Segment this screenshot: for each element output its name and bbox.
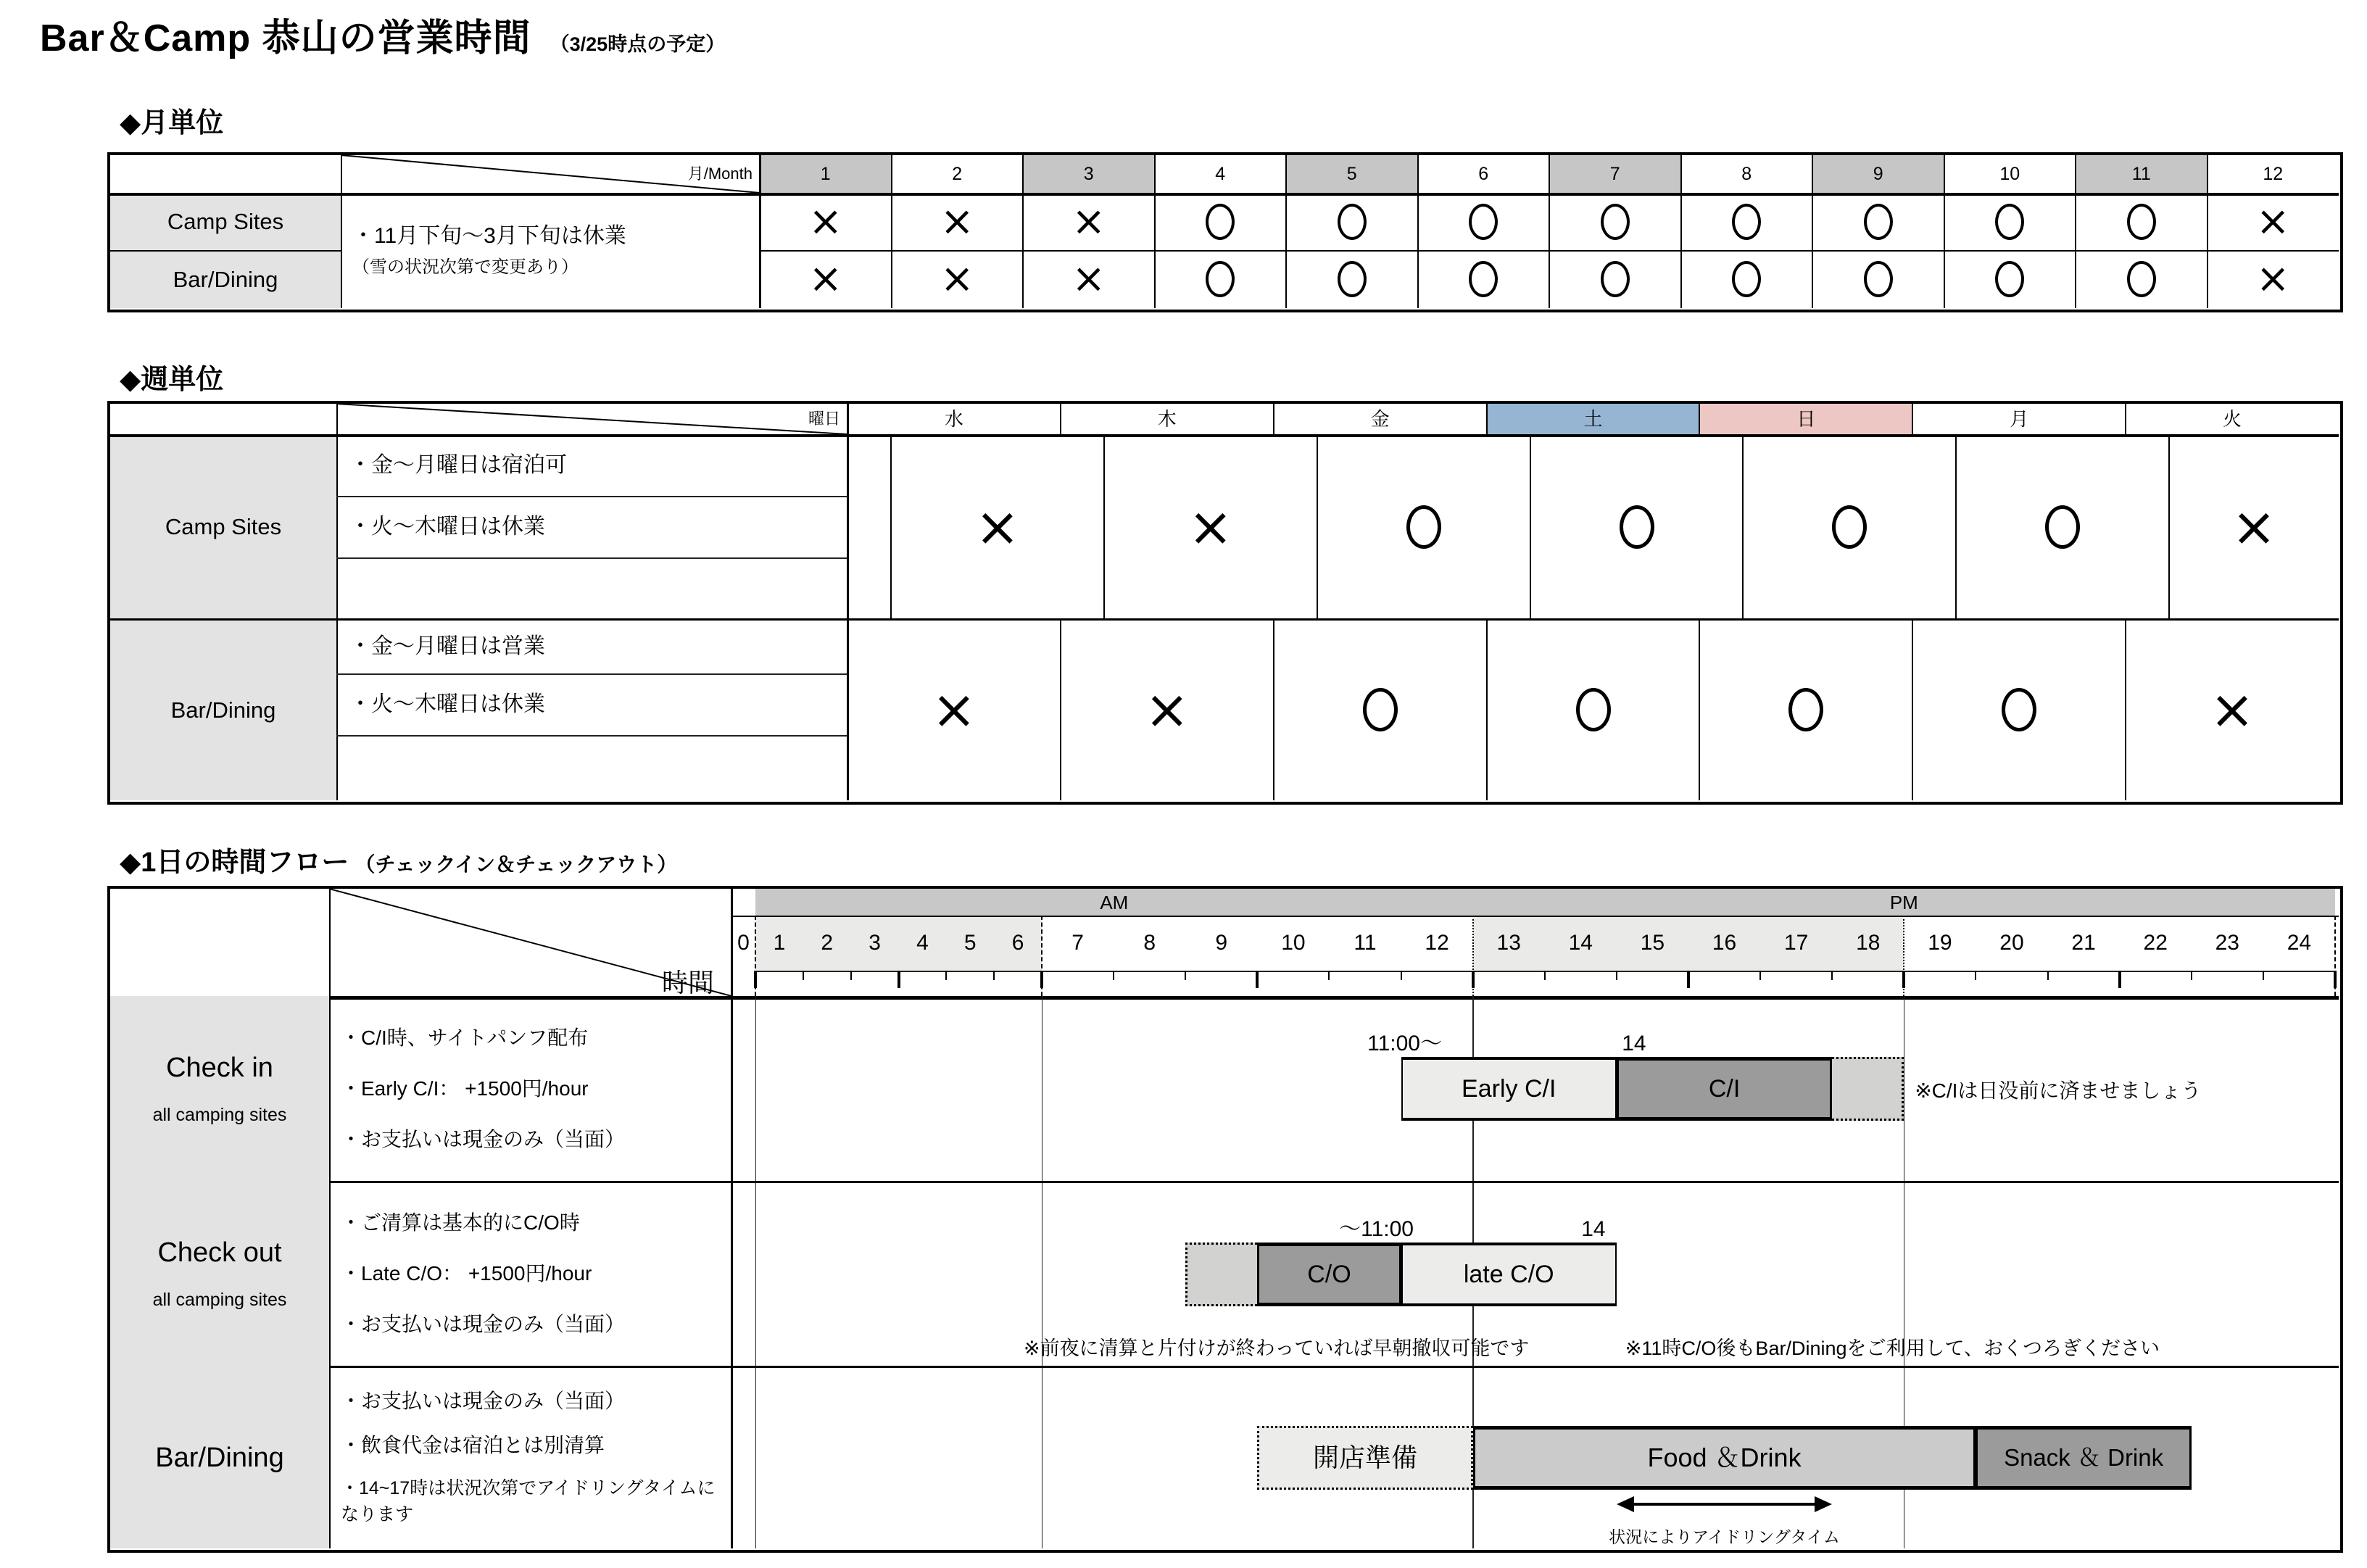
day-header-cell: 火 — [2223, 408, 2242, 430]
ruler-tick — [1113, 971, 1114, 980]
gantt-side-note: ※C/Iは日没前に済ませましょう — [1915, 1079, 2202, 1102]
gantt-gridline — [755, 996, 757, 1548]
month-header-cell: 12 — [2263, 163, 2284, 184]
month-header-cell: 3 — [1083, 163, 1094, 184]
month-header-cell: 4 — [1215, 163, 1226, 184]
monthly-mark — [1330, 196, 1374, 247]
monthly-note-line: ・11月下旬～3月下旬は休業 — [352, 223, 626, 248]
hour-label: 17 — [1783, 931, 1809, 955]
daily-row-label — [110, 1182, 329, 1366]
circle-mark — [1338, 204, 1367, 240]
gantt-time-label: 14 — [1622, 1032, 1646, 1055]
ruler-tick — [803, 971, 804, 980]
bar-row-day-divider — [1912, 619, 1913, 800]
notes-subdivider — [336, 557, 847, 559]
daily-row-label — [110, 1366, 329, 1548]
ruler-tick — [850, 971, 852, 980]
ruler-tick — [1616, 971, 1617, 980]
gantt-time-label: ～11:00 — [1339, 1217, 1414, 1241]
weekly-mark: × — [974, 495, 1020, 558]
pm-band: PM — [1473, 889, 2335, 916]
weekly-col-divider — [847, 404, 849, 800]
daily-note-line: ・飲食代金は宿泊とは別清算 — [341, 1434, 605, 1457]
gantt-bar-stub — [1832, 1057, 1904, 1121]
monthly-mark — [1593, 196, 1637, 247]
hour-label: 15 — [1640, 931, 1665, 955]
weekly-mark: × — [2210, 679, 2255, 741]
hour-label: 21 — [2071, 931, 2096, 955]
gantt-bar--: 開店準備 — [1257, 1426, 1472, 1490]
monthly-corner-label: 月/Month — [687, 165, 753, 183]
monthly-mark: × — [940, 255, 974, 303]
month-header-cell: 9 — [1873, 163, 1883, 184]
daily-heading-text: ◆1日の時間フロー — [120, 847, 349, 878]
daily-section-heading — [120, 839, 677, 879]
gantt-bottom-note: ※前夜に清算と片付けが終わっていれば早朝撤収可能です — [1023, 1337, 1530, 1359]
hour-label: 12 — [1425, 931, 1449, 955]
monthly-mark: × — [1071, 197, 1106, 245]
hour-label: 5 — [963, 931, 977, 955]
circle-mark — [1576, 688, 1611, 731]
hour-label: 18 — [1856, 931, 1881, 955]
daily-note-line: ・C/I時、サイトパンフ配布 — [341, 1026, 589, 1049]
day-header-cell: 土 — [1583, 408, 1603, 430]
ruler-tick — [1544, 971, 1546, 980]
month-header-cell: 7 — [1609, 163, 1620, 184]
camp-offset-cell-divider — [1530, 434, 1531, 619]
circle-mark — [1864, 204, 1893, 240]
weekly-col-divider — [336, 404, 338, 800]
weekly-mark: × — [931, 679, 977, 741]
day-header-cell: 金 — [1370, 408, 1390, 430]
hour-label: 16 — [1712, 931, 1737, 955]
hour-label: 24 — [2287, 931, 2312, 955]
monthly-mark — [2120, 254, 2163, 304]
circle-mark — [1363, 688, 1398, 731]
day-header-cell: 水 — [944, 408, 963, 430]
circle-mark — [1995, 204, 2024, 240]
circle-mark — [1995, 261, 2024, 297]
daily-note-line: ・14~17時は状況次第でアイドリングタイムになります — [341, 1478, 716, 1525]
camp-offset-cell-divider — [1955, 434, 1957, 619]
bar-row-day-divider — [1699, 619, 1700, 800]
weekly-mark — [1399, 498, 1448, 556]
monthly-row-label: Camp Sites — [167, 209, 284, 235]
bar-row-day-divider — [1060, 619, 1061, 800]
weekly-mark — [1569, 681, 1618, 739]
weekly-mark — [1356, 681, 1405, 739]
monthly-mark — [1857, 254, 1900, 304]
circle-mark — [2127, 261, 2156, 297]
monthly-mark — [1593, 254, 1637, 304]
ruler-tick — [754, 971, 757, 988]
circle-mark — [1338, 261, 1367, 297]
circle-mark — [1206, 204, 1235, 240]
weekly-mark: × — [2231, 495, 2277, 558]
hour-label: 14 — [1568, 931, 1593, 955]
monthly-mark — [1857, 196, 1900, 247]
daily-notes-cell — [341, 1002, 720, 1176]
month-header-cell: 6 — [1478, 163, 1489, 184]
daily-note-line: ・Late C/O： +1500円/hour — [341, 1262, 592, 1285]
monthly-note-line: （雪の状況次第で変更あり） — [352, 257, 579, 277]
ruler-tick — [1401, 971, 1402, 980]
monthly-mark — [1725, 254, 1768, 304]
camp-offset-cell-divider — [1742, 434, 1744, 619]
idling-arrow-head-left — [1617, 1496, 1634, 1512]
hour-label: 23 — [2215, 931, 2239, 955]
page-title-main: Bar＆Camp 恭山の営業時間 — [40, 17, 531, 59]
circle-mark — [2045, 505, 2080, 549]
gantt-bar-late-c-o: late C/O — [1401, 1243, 1617, 1306]
gantt-bottom-note: ※11時C/O後もBar/Diningをご利用して、おくつろぎください — [1625, 1337, 2160, 1359]
ruler-tick — [898, 971, 900, 988]
hour-label: 0 — [737, 931, 750, 955]
ruler-tick — [2118, 971, 2121, 988]
gantt-time-label: 11:00～ — [1367, 1032, 1442, 1055]
monthly-mark — [1988, 196, 2031, 247]
weekly-note-line: ・金～月曜日は宿泊可 — [349, 452, 567, 477]
weekly-note-line: ・金～月曜日は営業 — [349, 634, 545, 658]
monthly-notes-cell — [352, 193, 748, 308]
daily-corner-label: 時間 — [661, 968, 714, 997]
weekly-mark: × — [1187, 495, 1233, 558]
gantt-bar-stub — [1185, 1243, 1257, 1306]
day-header-cell: 日 — [1796, 408, 1816, 430]
gantt-bar-early-c-i: Early C/I — [1401, 1057, 1617, 1121]
page-title — [40, 7, 725, 62]
hour-label: 8 — [1143, 931, 1156, 955]
month-header-cell: 11 — [2131, 163, 2151, 184]
monthly-mark — [1330, 254, 1374, 304]
circle-mark — [1469, 261, 1498, 297]
daily-note-line: ・お支払いは現金のみ（当面） — [341, 1313, 626, 1336]
camp-offset-cell-divider — [2168, 434, 2170, 619]
daily-row-divider — [110, 1181, 2339, 1183]
monthly-mark — [1198, 196, 1242, 247]
bar-row-day-divider — [2125, 619, 2126, 800]
hour-label: 6 — [1011, 931, 1024, 955]
page-title-sub: （3/25時点の予定） — [550, 33, 726, 55]
weekly-note-line: ・火～木曜日は休業 — [349, 692, 545, 716]
daily-row-label-sub: all camping sites — [152, 1290, 287, 1310]
circle-mark — [1206, 261, 1235, 297]
hour-label: 1 — [773, 931, 786, 955]
monthly-mark — [1462, 254, 1505, 304]
circle-mark — [1469, 204, 1498, 240]
hour-label: 3 — [869, 931, 881, 955]
month-header-cell: 1 — [820, 163, 831, 184]
hour-label: 19 — [1928, 931, 1952, 955]
monthly-mark — [1725, 196, 1768, 247]
monthly-mark: × — [808, 197, 843, 245]
day-header-cell: 月 — [2010, 408, 2029, 430]
month-header-cell: 2 — [952, 163, 963, 184]
notes-subdivider — [336, 735, 847, 737]
monthly-mark: × — [2255, 197, 2290, 245]
gantt-bar-c-i: C/I — [1617, 1057, 1832, 1121]
circle-mark — [2127, 204, 2156, 240]
weekly-mark — [1781, 681, 1831, 739]
bar-row-day-divider — [1486, 619, 1488, 800]
monthly-row-label: Bar/Dining — [173, 266, 278, 292]
weekly-note-line: ・火～木曜日は休業 — [349, 514, 545, 539]
daily-table — [107, 886, 2343, 1553]
weekly-table — [107, 401, 2343, 805]
daily-row-label-sub: all camping sites — [152, 1104, 287, 1125]
ruler-tick — [1902, 971, 1905, 988]
circle-mark — [1864, 261, 1893, 297]
monthly-table — [107, 152, 2343, 312]
circle-mark — [1406, 505, 1441, 549]
monthly-mark — [2120, 196, 2163, 247]
ruler-tick — [2191, 971, 2192, 980]
hour-label: 7 — [1071, 931, 1084, 955]
daily-note-line: ・お支払いは現金のみ（当面） — [341, 1127, 626, 1150]
daily-row-label — [110, 996, 329, 1182]
daily-note-line: ・ご清算は基本的にC/O時 — [341, 1211, 580, 1235]
daily-row-label-main: Bar/Dining — [155, 1442, 284, 1473]
camp-offset-cell-divider — [1317, 434, 1318, 619]
bar-row-day-divider — [1273, 619, 1274, 800]
month-header-cell: 10 — [1999, 163, 2020, 184]
circle-mark — [1620, 505, 1654, 549]
ruler-tick — [1472, 971, 1475, 988]
idling-arrow-head-right — [1815, 1496, 1832, 1512]
hour-label: 13 — [1496, 931, 1521, 955]
circle-mark — [1601, 204, 1630, 240]
ruler-tick — [1975, 971, 1976, 980]
hour-label: 9 — [1215, 931, 1228, 955]
weekly-corner-label: 曜日 — [808, 410, 840, 428]
circle-mark — [1788, 688, 1823, 731]
hour-label: 11 — [1354, 931, 1377, 955]
ruler-tick — [1759, 971, 1761, 980]
monthly-heading-text: ◆月単位 — [120, 108, 224, 138]
hour-label: 10 — [1281, 931, 1306, 955]
daily-note-line: ・Early C/I： +1500円/hour — [341, 1077, 589, 1100]
hour-label: 20 — [1999, 931, 2024, 955]
daily-heading-subtext: （チェックイン＆チェックアウト） — [355, 853, 678, 876]
ruler-tick — [1328, 971, 1330, 980]
camp-offset-cell-divider — [890, 434, 892, 619]
daily-row-divider — [110, 1366, 2339, 1368]
daily-notes-cell — [341, 1187, 720, 1361]
weekly-mark — [1825, 498, 1874, 556]
day-header-cell: 木 — [1157, 408, 1177, 430]
gantt-time-label: 14 — [1581, 1217, 1606, 1241]
ruler-tick — [1831, 971, 1833, 980]
idling-arrow-label: 状況によりアイドリングタイム — [1609, 1527, 1840, 1546]
camp-offset-cell-divider — [1103, 434, 1105, 619]
daily-row-label-main: Check in — [166, 1052, 273, 1083]
am-band: AM — [755, 889, 1473, 916]
gantt-bar-c-o: C/O — [1257, 1243, 1401, 1306]
ruler-tick — [945, 971, 947, 980]
monthly-section-heading — [120, 100, 223, 140]
daily-note-line: ・お支払いは現金のみ（当面） — [341, 1390, 626, 1413]
ruler-tick — [1040, 971, 1043, 988]
gantt-bar-snack-drink: Snack ＆ Drink — [1976, 1426, 2191, 1490]
month-header-cell: 5 — [1346, 163, 1357, 184]
monthly-mark: × — [808, 255, 843, 303]
gantt-bar-food-drink: Food ＆Drink — [1473, 1426, 1976, 1490]
ruler-tick — [1687, 971, 1690, 988]
circle-mark — [1732, 261, 1761, 297]
ruler-tick — [2334, 971, 2337, 988]
weekly-mark: × — [1144, 679, 1190, 741]
ruler-tick — [993, 971, 995, 980]
weekly-section-heading — [120, 357, 223, 397]
weekly-mark — [1612, 498, 1662, 556]
monthly-mark — [1198, 254, 1242, 304]
monthly-mark — [1988, 254, 2031, 304]
month-header-cell: 8 — [1741, 163, 1752, 184]
idling-arrow-line — [1628, 1503, 1820, 1506]
monthly-mark: × — [2255, 255, 2290, 303]
circle-mark — [1601, 261, 1630, 297]
weekly-heading-text: ◆週単位 — [120, 365, 224, 395]
weekly-row-label: Camp Sites — [165, 514, 282, 539]
circle-mark — [2002, 688, 2036, 731]
monthly-mark: × — [940, 197, 974, 245]
hour-label: 22 — [2143, 931, 2168, 955]
gantt-gridline — [1042, 996, 1043, 1548]
weekly-mark — [1994, 681, 2044, 739]
weekly-mark — [2038, 498, 2087, 556]
hour-label: 4 — [916, 931, 929, 955]
circle-mark — [1832, 505, 1867, 549]
ruler-tick — [1256, 971, 1259, 988]
ruler-tick — [2263, 971, 2264, 980]
weekly-row-label: Bar/Dining — [170, 697, 276, 723]
hour-label: 2 — [821, 931, 834, 955]
monthly-mark: × — [1071, 255, 1106, 303]
ruler-tick — [2047, 971, 2049, 980]
monthly-mark — [1462, 196, 1505, 247]
daily-row-label-main: Check out — [157, 1237, 282, 1268]
ruler-tick — [1185, 971, 1186, 980]
circle-mark — [1732, 204, 1761, 240]
daily-notes-cell — [341, 1372, 720, 1543]
